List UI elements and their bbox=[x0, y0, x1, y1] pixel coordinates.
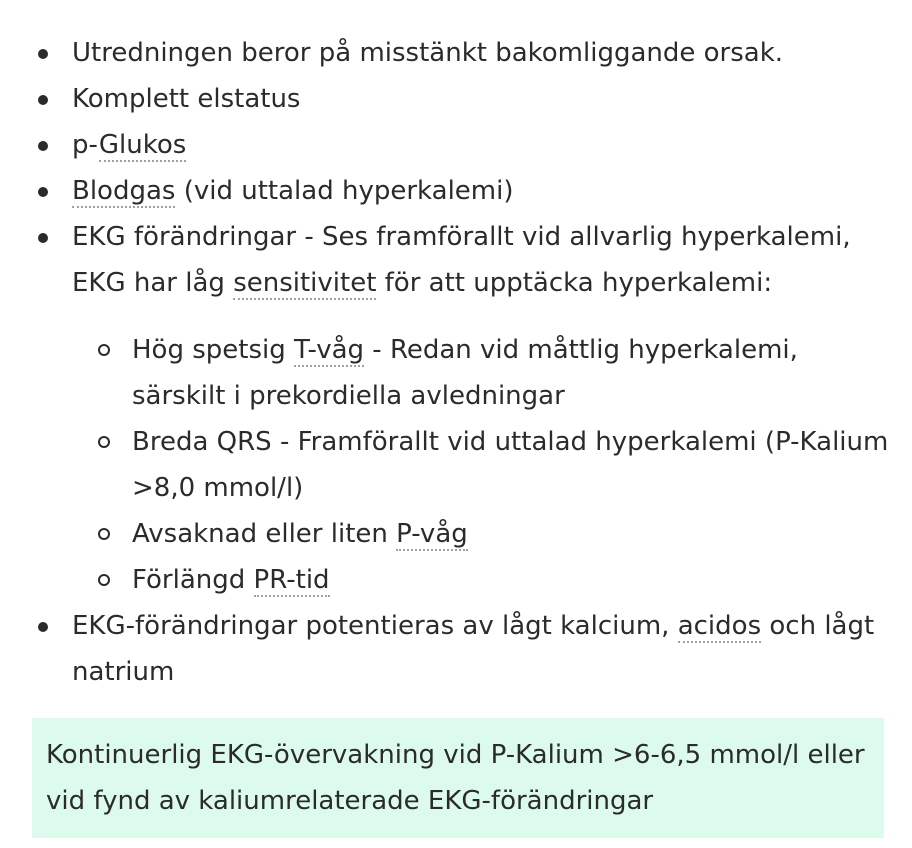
list-item-potentiering bbox=[72, 603, 892, 695]
list-item-text: för att upptäcka hyperkalemi: bbox=[376, 268, 773, 298]
list-item-elstatus bbox=[72, 76, 892, 122]
term-link-t-vag[interactable]: T-våg bbox=[294, 335, 365, 365]
list-item-blodgas bbox=[72, 168, 892, 214]
term-link-acidos[interactable]: acidos bbox=[677, 611, 762, 641]
list-item-ekg bbox=[72, 214, 892, 603]
list-item-text: Komplett elstatus bbox=[72, 84, 301, 114]
list-item-glukos bbox=[72, 122, 892, 168]
term-link-blodgas[interactable]: Blodgas bbox=[72, 176, 176, 206]
bullet-list bbox=[72, 30, 892, 695]
list-item-prefix: p- bbox=[72, 130, 99, 160]
sublist-item-p-vag bbox=[132, 511, 892, 557]
sublist-item-text: Breda QRS - Framförallt vid uttalad hyperkalemi (P-Kalium >8,0 mmol/l) bbox=[132, 427, 889, 503]
sublist-item-text: - Redan vid måttlig hyperkalemi, särskilt i prekordiella avledningar bbox=[132, 335, 798, 411]
list-item-text: EKG förändringar - Ses framförallt vid allvarlig hyperkalemi, EKG har låg bbox=[72, 222, 851, 298]
ekg-monitoring-callout bbox=[32, 718, 884, 838]
sublist-item-qrs bbox=[132, 419, 892, 511]
sublist-item-t-vag bbox=[132, 327, 892, 419]
sublist-item-text: Hög spetsig bbox=[132, 335, 295, 365]
list-item-text: EKG-förändringar potentieras av lågt kalcium, bbox=[72, 611, 678, 641]
list-item-utredning bbox=[72, 30, 892, 76]
list-item-text: och lågt natrium bbox=[72, 611, 875, 687]
sublist-item-text: Förlängd bbox=[132, 565, 254, 595]
sublist-item-text: Avsaknad eller liten bbox=[132, 519, 397, 549]
sublist-item-pr-tid bbox=[132, 557, 892, 603]
list-item-text: (vid uttalad hyperkalemi) bbox=[175, 176, 514, 206]
term-link-sensitivitet[interactable]: sensitivitet bbox=[233, 268, 377, 298]
ekg-sublist bbox=[72, 327, 892, 603]
callout-text: Kontinuerlig EKG-övervakning vid P-Kalium >6-6,5 mmol/l eller vid fynd av kaliumrelaterade EKG-förändringar bbox=[46, 740, 865, 816]
list-item-text: Utredningen beror på misstänkt bakomliggande orsak. bbox=[72, 38, 784, 68]
term-link-glukos[interactable]: Glukos bbox=[98, 130, 187, 160]
term-link-pr-tid[interactable]: PR-tid bbox=[253, 565, 330, 595]
term-link-p-vag[interactable]: P-våg bbox=[396, 519, 468, 549]
